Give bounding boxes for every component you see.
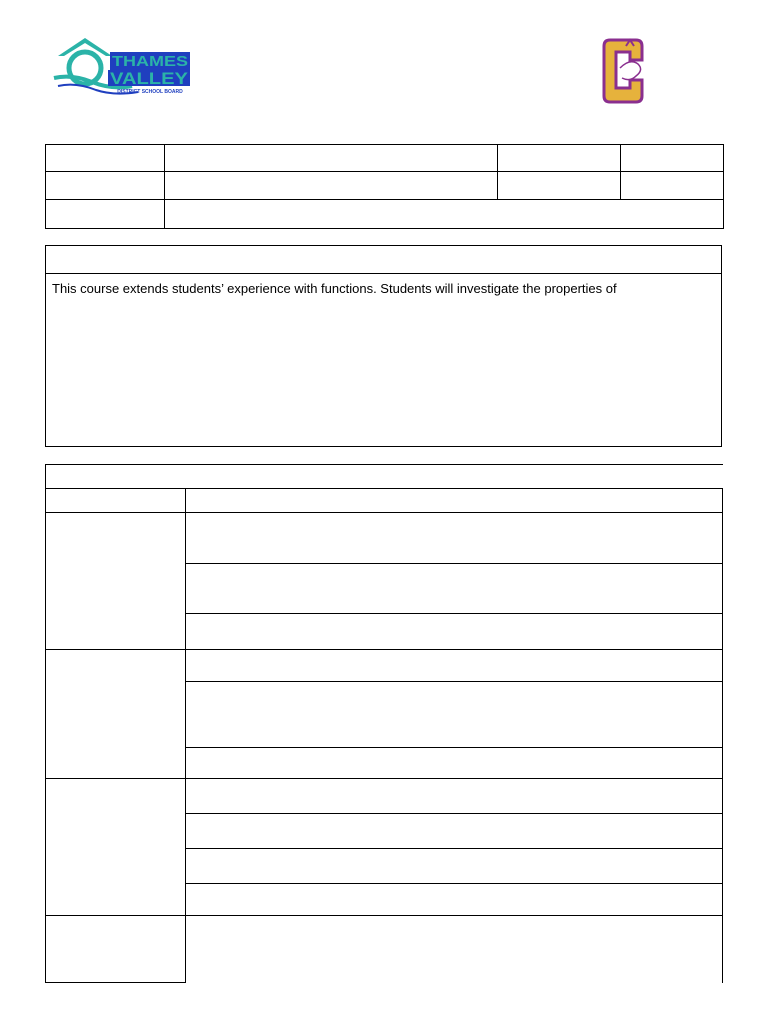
info-cell-r2c1 [45,171,165,200]
units-header-right [185,488,723,513]
school-logo [600,38,650,104]
group-3-row-3 [185,848,723,884]
group-2-row-3 [185,747,723,779]
info-cell-r2c4 [620,171,724,200]
school-logo-graphic [600,38,650,104]
group-3-row-2 [185,813,723,849]
group-1-row-3 [185,613,723,650]
group-1-label [45,512,186,650]
units-table-left-border [45,464,46,489]
group-2-row-1 [185,649,723,682]
description-body [45,273,722,447]
info-cell-r1c1 [45,144,165,172]
group-1-row-2 [185,563,723,614]
board-logo-line2: VALLEY [110,69,189,88]
group-3-row-4 [185,883,723,916]
info-cell-r1c2 [164,144,498,172]
group-3-label [45,778,186,916]
board-logo-line3: DISTRICT SCHOOL BOARD [117,89,183,95]
description-header [45,245,722,274]
group-3-row-1 [185,778,723,814]
group-4-row-1-top [185,915,723,916]
group-1-row-1 [185,512,723,564]
info-cell-r2c2 [164,171,498,200]
info-cell-r3c1 [45,199,165,229]
course-description-text: This course extends students’ experience with functions. Students will investigate the properties of [52,281,617,296]
group-2-label [45,649,186,779]
board-logo-line1: THAMES [112,53,188,70]
info-cell-r2c3 [497,171,621,200]
units-header-left [45,488,186,513]
units-table-top-border [45,464,723,465]
thames-valley-logo-graphic [52,34,192,98]
info-cell-r1c3 [497,144,621,172]
group-4-label [45,915,186,983]
school-logo-letter: C [600,38,601,39]
info-cell-r1c4 [620,144,724,172]
info-cell-r3c2 [164,199,724,229]
group-2-row-2 [185,681,723,748]
group-4-row-1-right [722,915,723,983]
thames-valley-logo [52,34,192,98]
